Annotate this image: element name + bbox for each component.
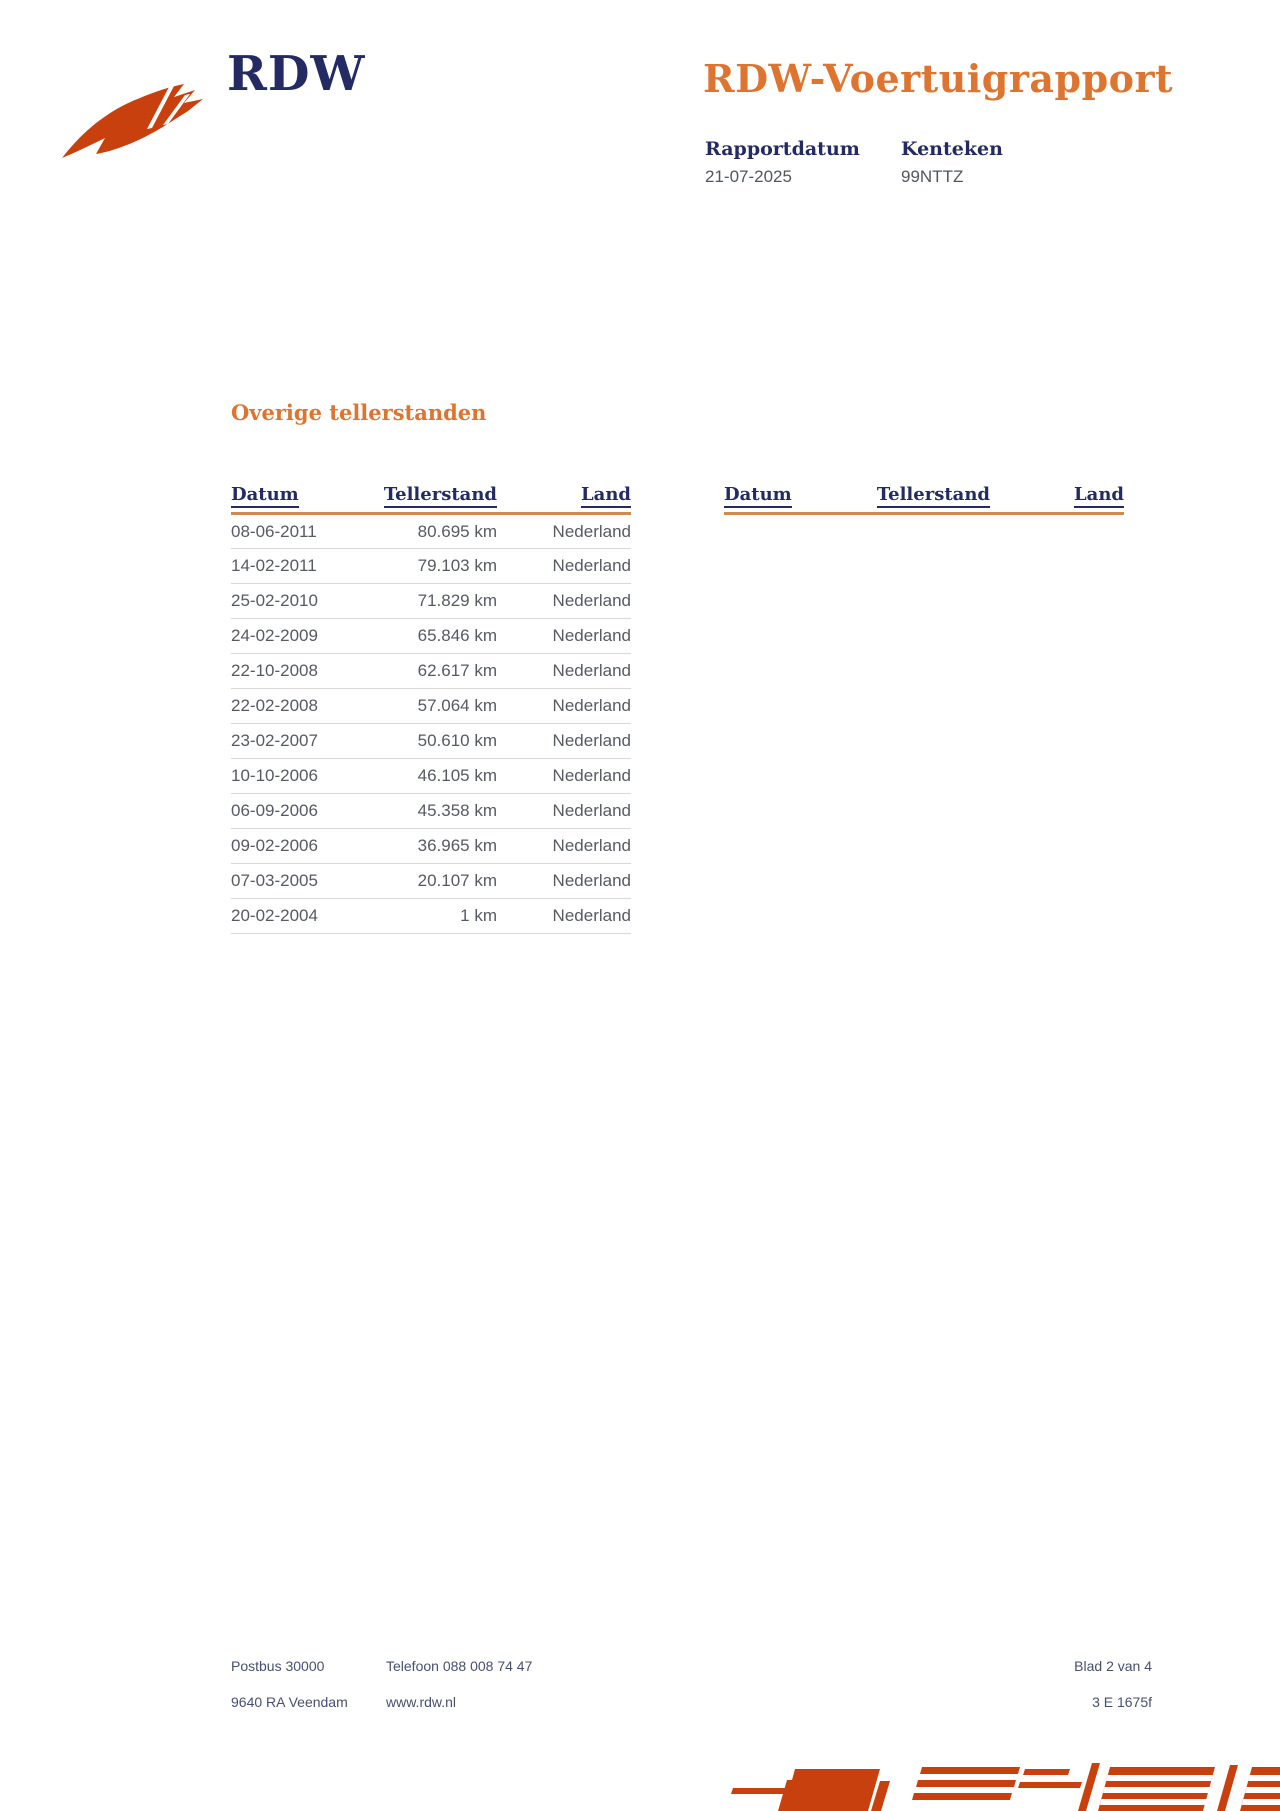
cell-datum: 20-02-2004	[231, 899, 371, 934]
rapportdatum-value: 21-07-2025	[705, 167, 792, 186]
table-row	[231, 514, 631, 549]
footer-city: 9640 RA Veendam	[231, 1694, 348, 1710]
cell-land: Nederland	[497, 689, 631, 724]
page-title: RDW-Voertuigrapport	[703, 56, 1174, 101]
table-header-row	[724, 484, 1124, 514]
cell-datum: 07-03-2005	[231, 864, 371, 899]
cell-tellerstand: 80.695 km	[371, 514, 497, 549]
cell-land: Nederland	[497, 654, 631, 689]
footer-address-block	[231, 1658, 348, 1710]
cell-tellerstand: 50.610 km	[371, 724, 497, 759]
odometer-table-left	[231, 484, 631, 934]
cell-land: Nederland	[497, 899, 631, 934]
table-row	[231, 689, 631, 724]
cell-datum: 23-02-2007	[231, 724, 371, 759]
rapportdatum-block	[705, 138, 860, 187]
cell-tellerstand: 45.358 km	[371, 794, 497, 829]
cell-tellerstand: 1 km	[371, 899, 497, 934]
cell-datum: 22-10-2008	[231, 654, 371, 689]
cell-datum: 09-02-2006	[231, 829, 371, 864]
cell-datum: 14-02-2011	[231, 549, 371, 584]
table-row	[231, 794, 631, 829]
kenteken-value: 99NTTZ	[901, 167, 964, 186]
cell-land: Nederland	[497, 829, 631, 864]
cell-tellerstand: 46.105 km	[371, 759, 497, 794]
cell-land: Nederland	[497, 794, 631, 829]
footer-page-indicator: Blad 2 van 4	[1074, 1658, 1152, 1674]
odometer-table-right	[724, 484, 1124, 515]
cell-tellerstand: 20.107 km	[371, 864, 497, 899]
cell-datum: 24-02-2009	[231, 619, 371, 654]
cell-datum: 10-10-2006	[231, 759, 371, 794]
footer-form-code: 3 E 1675f	[1092, 1694, 1152, 1710]
cell-tellerstand: 57.064 km	[371, 689, 497, 724]
footer-page-block	[1074, 1658, 1152, 1710]
cell-land: Nederland	[497, 759, 631, 794]
speed-lines-graphic	[640, 1761, 1280, 1811]
table-row	[231, 549, 631, 584]
column-header-datum: Datum	[724, 484, 864, 514]
rdw-wordmark: RDW	[227, 46, 366, 102]
table-row	[231, 654, 631, 689]
table-header-row	[231, 484, 631, 514]
cell-land: Nederland	[497, 619, 631, 654]
footer-postbus: Postbus 30000	[231, 1658, 325, 1674]
kenteken-label: Kenteken	[901, 138, 1003, 160]
cell-land: Nederland	[497, 724, 631, 759]
table-row	[231, 829, 631, 864]
cell-tellerstand: 36.965 km	[371, 829, 497, 864]
table-row	[231, 724, 631, 759]
table-row	[231, 899, 631, 934]
footer-contact-block	[386, 1658, 532, 1710]
cell-tellerstand: 62.617 km	[371, 654, 497, 689]
cell-tellerstand: 79.103 km	[371, 549, 497, 584]
rapportdatum-label: Rapportdatum	[705, 138, 860, 160]
rdw-logo-icon	[56, 74, 208, 162]
column-header-tellerstand: Tellerstand	[371, 484, 497, 514]
table-row	[231, 759, 631, 794]
table-row	[231, 864, 631, 899]
table-row	[231, 584, 631, 619]
section-heading: Overige tellerstanden	[231, 400, 487, 425]
cell-tellerstand: 65.846 km	[371, 619, 497, 654]
cell-land: Nederland	[497, 584, 631, 619]
cell-datum: 06-09-2006	[231, 794, 371, 829]
cell-datum: 08-06-2011	[231, 514, 371, 549]
kenteken-block	[901, 138, 1003, 187]
cell-datum: 22-02-2008	[231, 689, 371, 724]
footer-website: www.rdw.nl	[386, 1694, 457, 1710]
cell-land: Nederland	[497, 549, 631, 584]
cell-land: Nederland	[497, 514, 631, 549]
cell-tellerstand: 71.829 km	[371, 584, 497, 619]
cell-land: Nederland	[497, 864, 631, 899]
table-row	[231, 619, 631, 654]
column-header-datum: Datum	[231, 484, 371, 514]
column-header-tellerstand: Tellerstand	[864, 484, 990, 514]
column-header-land: Land	[497, 484, 631, 514]
footer-telefoon: Telefoon 088 008 74 47	[386, 1658, 533, 1674]
column-header-land: Land	[990, 484, 1124, 514]
cell-datum: 25-02-2010	[231, 584, 371, 619]
